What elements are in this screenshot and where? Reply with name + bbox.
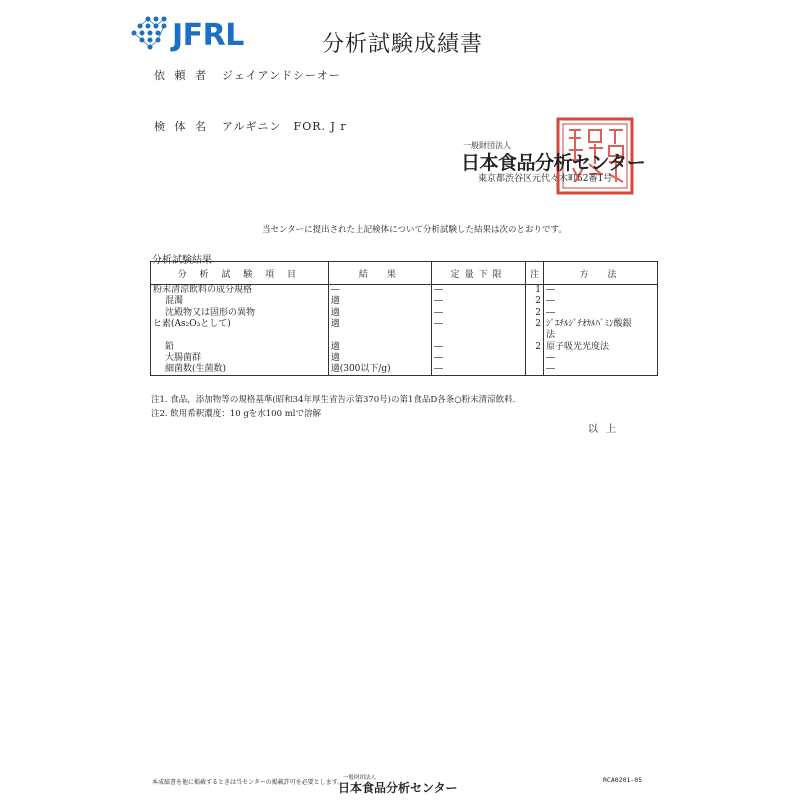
row-method: ― [544, 285, 658, 297]
table-row [151, 353, 658, 364]
row-method: ― [544, 296, 658, 307]
document-title: 分析試験成績書 [322, 32, 484, 57]
footer-organization-name: 日本食品分析センター [338, 781, 458, 795]
row-note [526, 364, 544, 376]
row-method: ― [544, 308, 658, 319]
row-result [328, 330, 431, 341]
row-method: 原子吸光光度法 [544, 341, 658, 352]
row-limit: ― [432, 364, 526, 376]
row-note [526, 353, 544, 364]
row-limit: ― [432, 308, 526, 319]
requester-label: 依 頼 者 [154, 69, 209, 82]
results-table [150, 261, 658, 376]
row-result: 適 [328, 341, 431, 352]
row-limit [432, 330, 526, 341]
header-limit: 定量下限 [432, 262, 526, 285]
row-limit: ― [432, 353, 526, 364]
footer-notice: 本成績書を他に掲載するときは当センターの掲載許可を必要とします。 [152, 779, 344, 786]
form-code: RCA0201-05 [603, 776, 643, 784]
row-note: 2 [526, 308, 544, 319]
logo-text: JFRL [172, 18, 244, 53]
table-row [151, 285, 658, 297]
table-row [151, 330, 658, 341]
row-limit: ― [432, 285, 526, 297]
row-result: 適 [328, 353, 431, 364]
row-item: 大腸菌群 [151, 353, 329, 364]
closing-mark: 以上 [588, 424, 624, 435]
table-row [151, 308, 658, 319]
row-limit: ― [432, 296, 526, 307]
footer-organization-type: 一般財団法人 [343, 775, 377, 781]
requester-value: ジェイアンドシーオー [222, 69, 341, 82]
row-note: 2 [526, 296, 544, 307]
row-item: 鉛 [151, 341, 329, 352]
organization-address: 東京都渋谷区元代々木町52番1号 [478, 174, 613, 184]
row-result: 適 [328, 319, 431, 330]
intro-text: 当センターに提出された上記検体について分析試験した結果は次のとおりです。 [262, 225, 567, 235]
header-method: 方 法 [544, 262, 658, 285]
row-item: 粉末清涼飲料の成分規格 [151, 285, 329, 297]
sample-name-label: 検 体 名 [154, 120, 209, 133]
row-item: ヒ素(As₂O₃として) [151, 319, 329, 330]
header-note: 注 [526, 262, 544, 285]
row-limit: ― [432, 319, 526, 330]
row-note: 2 [526, 319, 544, 330]
row-result: 適(300以下/g) [328, 364, 431, 376]
row-note [526, 330, 544, 341]
table-row [151, 296, 658, 307]
row-result: ― [328, 285, 431, 297]
row-method: 法 [544, 330, 658, 341]
row-result: 適 [328, 308, 431, 319]
row-note: 1 [526, 285, 544, 297]
row-limit: ― [432, 341, 526, 352]
table-row [151, 364, 658, 376]
row-item [151, 330, 329, 341]
organization-type-label: 一般財団法人 [463, 141, 511, 150]
section-title: 分析試験結果 [152, 255, 212, 266]
sample-name-value: アルギニン FOR. J r [222, 120, 347, 133]
row-method: ｼﾞｴﾁﾙｼﾞﾁｵｶﾙﾊﾞﾐﾝ酸銀 [544, 319, 658, 330]
row-method: ― [544, 353, 658, 364]
footnote-2: 注2. 飲用希釈濃度：10 gを水100 mlで溶解 [151, 409, 321, 419]
table-header-row [151, 262, 658, 285]
row-item: 細菌数(生菌数) [151, 364, 329, 376]
table-body [151, 285, 658, 376]
organization-name: 日本食品分析センター [461, 152, 646, 174]
table-row [151, 319, 658, 330]
row-item: 沈殿物又は固形の異物 [151, 308, 329, 319]
header-item: 分 析 試 験 項 目 [151, 262, 329, 285]
row-result: 適 [328, 296, 431, 307]
row-method: ― [544, 364, 658, 376]
header-result: 結 果 [328, 262, 431, 285]
table-row [151, 341, 658, 352]
footnote-1: 注1. 食品，添加物等の規格基準(昭和34年厚生省告示第370号)の第1食品D各条○粉末清涼飲料． [151, 395, 522, 405]
row-note: 2 [526, 341, 544, 352]
row-item: 混濁 [151, 296, 329, 307]
